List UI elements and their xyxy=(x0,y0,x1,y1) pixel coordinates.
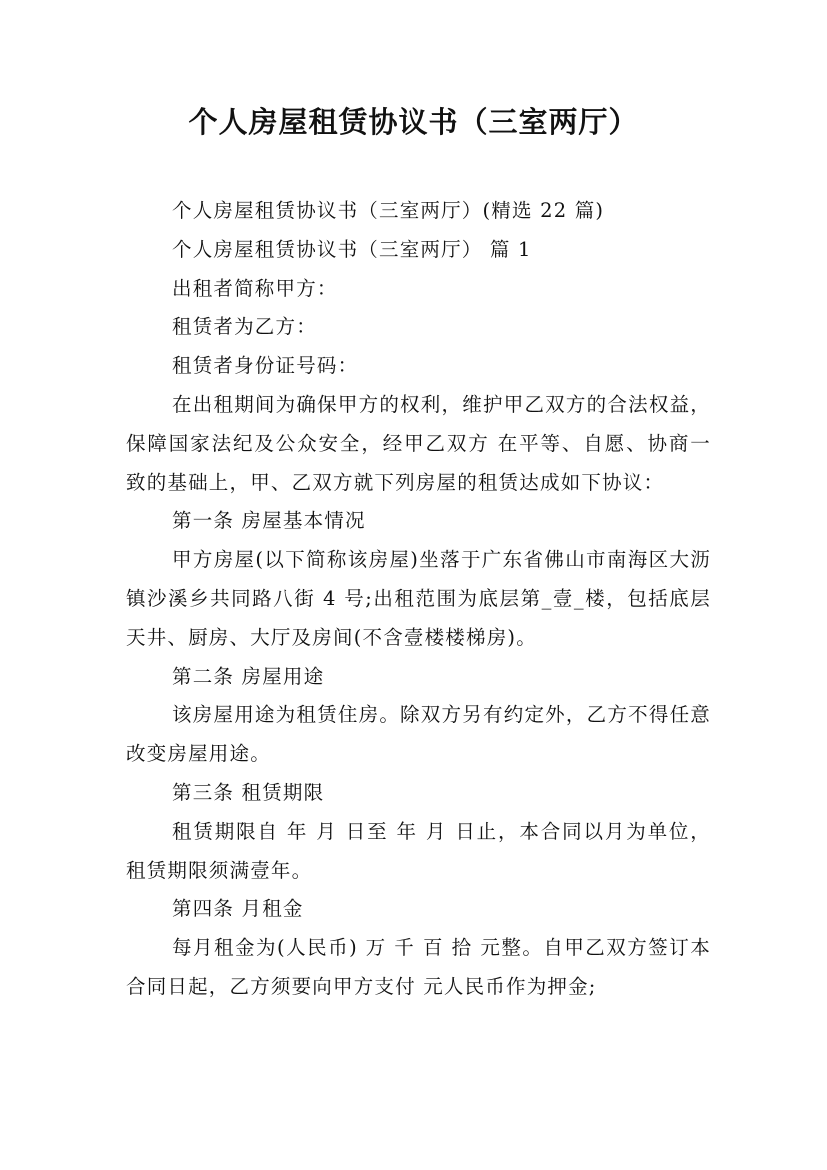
paragraph-article-4-body: 每月租金为(人民币) 万 千 百 拾 元整。自甲乙双方签订本合同日起，乙方须要向甲方支付 元人民币作为押金; xyxy=(126,936,711,998)
paragraph-lessee: 租赁者为乙方： xyxy=(172,315,317,339)
paragraph-article-2-title: 第二条 房屋用途 xyxy=(172,664,325,688)
document-body xyxy=(126,192,711,1007)
paragraph-lessor: 出租者简称甲方： xyxy=(172,276,338,300)
paragraph-lessee-id: 租赁者身份证号码： xyxy=(172,354,359,378)
paragraph-article-3-body: 租赁期限自 年 月 日至 年 月 日止，本合同以月为单位，租赁期限须满壹年。 xyxy=(126,819,711,882)
paragraph-preamble: 在出租期间为确保甲方的权利，维护甲乙双方的合法权益，保障国家法纪及公众安全，经甲乙双方 在平等、自愿、协商一致的基础上，甲、乙双方就下列房屋的租赁达成如下协议： xyxy=(126,392,711,494)
paragraph-section-title: 个人房屋租赁协议书（三室两厅） 篇 1 xyxy=(172,237,532,261)
paragraph-heading: 个人房屋租赁协议书（三室两厅）(精选 22 篇) xyxy=(172,199,605,222)
paragraph-article-3-title: 第三条 租赁期限 xyxy=(172,780,325,804)
document-title: 个人房屋租赁协议书（三室两厅） xyxy=(188,105,639,139)
paragraph-article-2-body: 该房屋用途为租赁住房。除双方另有约定外，乙方不得任意改变房屋用途。 xyxy=(126,703,711,766)
paragraph-article-4-title: 第四条 月租金 xyxy=(172,897,304,921)
paragraph-article-1-title: 第一条 房屋基本情况 xyxy=(172,509,366,533)
paragraph-article-1-body: 甲方房屋(以下简称该房屋)坐落于广东省佛山市南海区大沥镇沙溪乡共同路八街 4 号;出租范围为底层第_壹_楼，包括底层天井、厨房、大厅及房间(不含壹楼楼梯房)。 xyxy=(126,548,711,649)
